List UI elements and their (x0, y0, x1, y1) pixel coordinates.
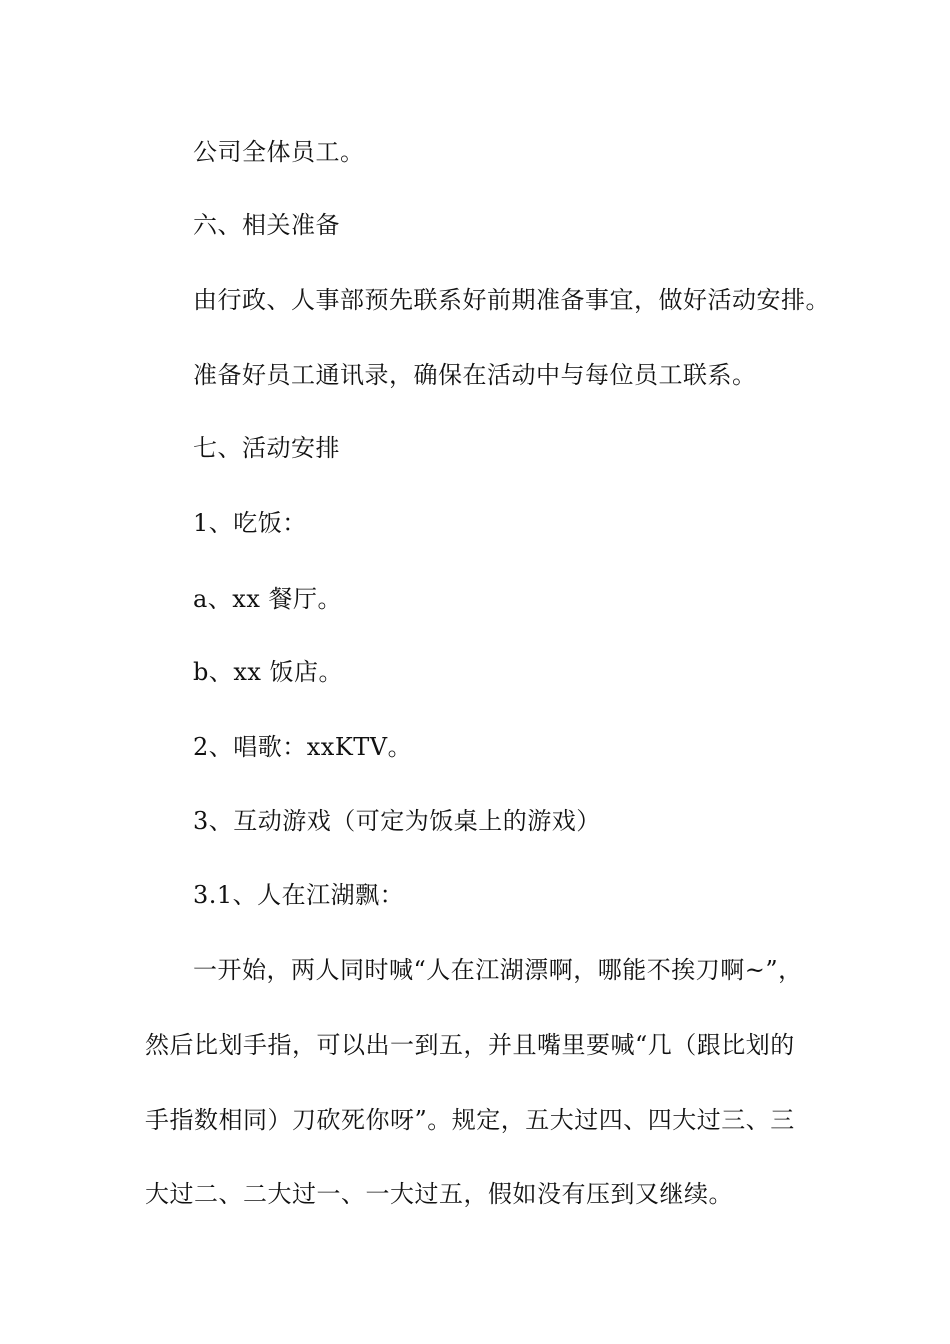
paragraph-participants: 公司全体员工。 (193, 138, 365, 166)
heading-section-seven: 七、活动安排 (193, 434, 340, 462)
paragraph-preparation-admin: 由行政、人事部预先联系好前期准备事宜，做好活动安排。 (193, 286, 830, 314)
subheading-game-one: 3.1、人在江湖飘： (193, 881, 405, 909)
heading-section-six: 六、相关准备 (193, 211, 340, 239)
paragraph-game-rules-line-3: 手指数相同）刀砍死你呀”。规定，五大过四、四大过三、三 (145, 1106, 795, 1134)
list-item-karaoke: 2、唱歌：xxKTV。 (193, 733, 413, 761)
paragraph-game-rules-line-2: 然后比划手指，可以出一到五，并且嘴里要喊“几（跟比划的 (145, 1031, 795, 1059)
list-item-restaurant-b: b、xx 饭店。 (193, 658, 344, 686)
paragraph-game-rules-line-4: 大过二、二大过一、一大过五，假如没有压到又继续。 (145, 1180, 733, 1208)
paragraph-preparation-contacts: 准备好员工通讯录，确保在活动中与每位员工联系。 (193, 361, 757, 389)
list-item-restaurant-a: a、xx 餐厅。 (193, 585, 343, 613)
list-item-dining: 1、吃饭： (193, 509, 307, 537)
list-item-games: 3、互动游戏（可定为饭桌上的游戏） (193, 807, 601, 835)
paragraph-game-rules-line-1: 一开始，两人同时喊“人在江湖漂啊，哪能不挨刀啊~”， (193, 956, 803, 984)
